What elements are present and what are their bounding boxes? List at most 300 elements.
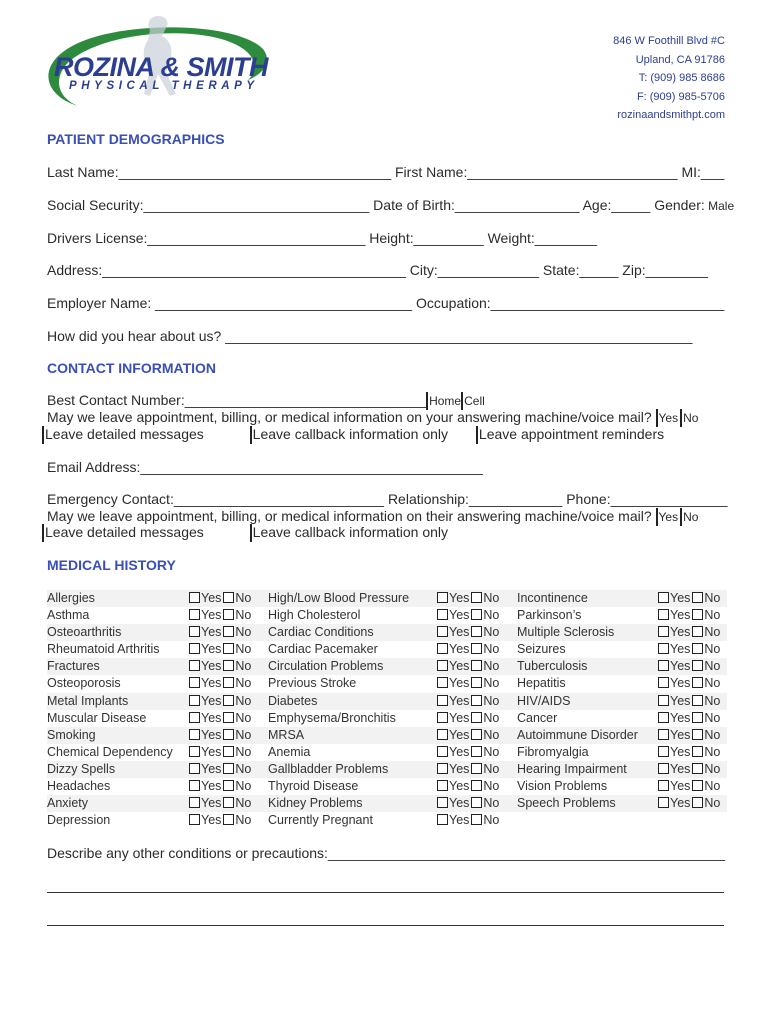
no-label: No: [483, 727, 500, 742]
yes-checkbox[interactable]: [189, 780, 200, 791]
no-checkbox[interactable]: [471, 712, 482, 723]
yes-label: Yes: [449, 727, 470, 742]
condition-label: Osteoporosis: [47, 676, 121, 691]
condition-label: Cardiac Conditions: [268, 625, 374, 640]
voicemail-question: May we leave appointment, billing, or medical information on your answering machine/voice mail?: [47, 409, 656, 425]
yes-checkbox[interactable]: [437, 626, 448, 637]
yes-label: Yes: [201, 591, 222, 605]
medical-history-table: [47, 590, 727, 829]
condition-label: Emphysema/Bronchitis: [268, 710, 396, 725]
yes-no-options: [437, 727, 499, 744]
yes-label: Yes: [201, 608, 222, 623]
yes-checkbox[interactable]: [437, 746, 448, 757]
callback2-checkbox[interactable]: [250, 524, 252, 542]
no-checkbox[interactable]: [471, 643, 482, 654]
condition-label: Gallbladder Problems: [268, 761, 389, 776]
logo-name: ROZINA & SMITH: [54, 52, 268, 82]
no-checkbox[interactable]: [692, 695, 703, 706]
reminders-label: Leave appointment reminders: [478, 426, 665, 442]
yes-checkbox[interactable]: [437, 780, 448, 791]
no-label: No: [235, 779, 252, 794]
no-checkbox[interactable]: [471, 797, 482, 808]
no-checkbox[interactable]: [471, 660, 482, 671]
no-label: No: [704, 625, 721, 640]
yes-checkbox[interactable]: [437, 677, 448, 688]
yes-label: Yes: [670, 710, 691, 725]
yes-no-options: [437, 624, 499, 641]
yes-label: Yes: [658, 411, 679, 425]
table-row: [47, 590, 727, 607]
yes-checkbox[interactable]: [189, 592, 200, 603]
yes-checkbox[interactable]: [189, 626, 200, 637]
message-options-row: [42, 426, 664, 443]
table-row: [47, 778, 727, 795]
yes-checkbox[interactable]: [437, 797, 448, 808]
yes-checkbox[interactable]: [189, 712, 200, 723]
yes-no-options: [658, 727, 720, 744]
no-label: No: [235, 813, 252, 828]
yes-label: Yes: [670, 744, 691, 759]
yes-no-options: [437, 761, 499, 778]
yes-no-options: [658, 675, 720, 692]
their-voicemail-question: May we leave appointment, billing, or medical information on their answering machine/voice mail?: [47, 508, 656, 524]
no-label: No: [235, 761, 252, 776]
yes-no-options: [189, 727, 251, 744]
condition-label: Thyroid Disease: [268, 779, 359, 794]
reminders-checkbox[interactable]: [476, 426, 478, 444]
yes-no-options: [189, 812, 251, 829]
yes-label: Yes: [201, 659, 222, 674]
detailed-messages2-checkbox[interactable]: [42, 524, 44, 542]
yes-checkbox[interactable]: [658, 695, 669, 706]
no-label: No: [235, 727, 252, 742]
no-checkbox[interactable]: [471, 763, 482, 774]
no-checkbox[interactable]: [223, 626, 234, 637]
yes-label: Yes: [201, 796, 222, 811]
fax-number: F: (909) 985-5706: [636, 90, 725, 103]
yes-label: Yes: [201, 727, 222, 742]
emergency-row[interactable]: Emergency Contact:___________________________ Relationship:____________ Phone:_______________: [47, 491, 728, 507]
yes-no-options: [658, 710, 720, 727]
condition-label: Seizures: [517, 642, 566, 657]
yes-label: Yes: [670, 727, 691, 742]
no-checkbox[interactable]: [471, 780, 482, 791]
yes-checkbox[interactable]: [437, 814, 448, 825]
yes-no-options: [437, 812, 499, 829]
condition-label: Circulation Problems: [268, 659, 384, 674]
email-row[interactable]: Email Address:____________________________________________: [47, 459, 483, 475]
table-row: [47, 812, 727, 829]
blank-line-1[interactable]: [47, 892, 724, 893]
blank-line-2[interactable]: [47, 925, 724, 926]
yes-checkbox[interactable]: [437, 609, 448, 620]
table-row: [47, 675, 727, 692]
their-yes-label: Yes: [658, 510, 679, 524]
yes-checkbox[interactable]: [437, 592, 448, 603]
yes-label: Yes: [449, 779, 470, 794]
yes-checkbox[interactable]: [437, 763, 448, 774]
address-line2: Upland, CA 91786: [635, 53, 725, 66]
condition-label: Headaches: [47, 779, 111, 794]
condition-label: Depression: [47, 813, 111, 828]
no-checkbox[interactable]: [471, 814, 482, 825]
yes-label: Yes: [449, 642, 470, 657]
yes-label: Yes: [670, 796, 691, 811]
no-checkbox[interactable]: [692, 797, 703, 808]
address-row[interactable]: Address:_______________________________________ City:_____________ State:_____ Zip:________: [47, 262, 708, 278]
voicemail-yes-checkbox[interactable]: [656, 409, 658, 427]
condition-label: Fractures: [47, 659, 100, 674]
yes-label: Yes: [201, 779, 222, 794]
yes-label: Yes: [201, 813, 222, 828]
yes-checkbox[interactable]: [189, 746, 200, 757]
yes-no-options: [437, 658, 499, 675]
table-row: [47, 727, 727, 744]
section-title-demographics: PATIENT DEMOGRAPHICS: [47, 131, 225, 147]
condition-label: Multiple Sclerosis: [517, 625, 615, 640]
table-row: [47, 607, 727, 624]
no-checkbox[interactable]: [223, 695, 234, 706]
condition-label: High/Low Blood Pressure: [268, 591, 410, 605]
no-checkbox[interactable]: [223, 592, 234, 603]
no-checkbox[interactable]: [471, 746, 482, 757]
voicemail-no-checkbox[interactable]: [680, 409, 682, 427]
condition-label: Diabetes: [268, 693, 318, 708]
yes-checkbox[interactable]: [658, 626, 669, 637]
yes-label: Yes: [449, 693, 470, 708]
yes-checkbox[interactable]: [658, 677, 669, 688]
yes-no-options: [189, 744, 251, 761]
no-label: No: [235, 693, 252, 708]
yes-no-options: [189, 607, 251, 624]
yes-label: Yes: [670, 659, 691, 674]
yes-no-options: [658, 658, 720, 675]
yes-no-options: [189, 710, 251, 727]
no-checkbox[interactable]: [223, 643, 234, 654]
emergency-options-row: [42, 524, 448, 541]
yes-label: Yes: [670, 676, 691, 691]
yes-label: Yes: [449, 796, 470, 811]
no-checkbox[interactable]: [692, 643, 703, 654]
table-row: [47, 658, 727, 675]
yes-no-options: [189, 658, 251, 675]
yes-no-options: [658, 607, 720, 624]
yes-no-options: [658, 590, 720, 607]
no-label: No: [704, 642, 721, 657]
yes-checkbox[interactable]: [437, 643, 448, 654]
yes-checkbox[interactable]: [189, 814, 200, 825]
logo-subtitle: PHYSICAL THERAPY: [69, 80, 259, 92]
cell-checkbox[interactable]: [461, 392, 463, 410]
home-checkbox[interactable]: [426, 392, 428, 410]
no-checkbox[interactable]: [223, 609, 234, 620]
no-checkbox[interactable]: [692, 677, 703, 688]
no-checkbox[interactable]: [223, 660, 234, 671]
yes-checkbox[interactable]: [437, 695, 448, 706]
no-label: No: [483, 591, 500, 605]
yes-checkbox[interactable]: [189, 677, 200, 688]
yes-no-options: [189, 761, 251, 778]
no-label: No: [483, 676, 500, 691]
no-checkbox[interactable]: [692, 712, 703, 723]
condition-label: Currently Pregnant: [268, 813, 373, 828]
no-checkbox[interactable]: [471, 592, 482, 603]
condition-label: Hepatitis: [517, 676, 566, 691]
yes-no-options: [658, 693, 720, 710]
yes-no-options: [658, 778, 720, 795]
yes-checkbox[interactable]: [658, 660, 669, 671]
yes-checkbox[interactable]: [658, 729, 669, 740]
yes-checkbox[interactable]: [189, 609, 200, 620]
no-checkbox[interactable]: [692, 626, 703, 637]
detailed-messages2-label: Leave detailed messages: [45, 524, 204, 540]
no-checkbox[interactable]: [692, 780, 703, 791]
condition-label: Kidney Problems: [268, 796, 363, 811]
yes-no-options: [437, 590, 499, 607]
ssn-dob-text[interactable]: Social Security:_____________________________ Date of Birth:________________ Age:_____ Gender:: [47, 197, 705, 213]
condition-label: High Cholesterol: [268, 608, 361, 623]
yes-no-options: [189, 624, 251, 641]
gender-value[interactable]: Male: [704, 199, 735, 213]
name-row[interactable]: Last Name:___________________________________ First Name:___________________________ MI:___: [47, 164, 725, 180]
yes-no-options: [437, 795, 499, 812]
yes-no-options: [437, 641, 499, 658]
detailed-messages-checkbox[interactable]: [42, 426, 44, 444]
yes-checkbox[interactable]: [189, 643, 200, 654]
no-label: No: [704, 710, 721, 725]
condition-label: MRSA: [268, 727, 305, 742]
yes-checkbox[interactable]: [189, 797, 200, 808]
address-line1: 846 W Foothill Blvd #C: [613, 35, 725, 47]
no-checkbox[interactable]: [223, 780, 234, 791]
yes-no-options: [658, 795, 720, 812]
license-row[interactable]: Drivers License:____________________________ Height:_________ Weight:________: [47, 230, 598, 246]
no-checkbox[interactable]: [223, 712, 234, 723]
no-label: No: [704, 693, 721, 708]
their-yes-checkbox[interactable]: [656, 508, 658, 526]
condition-label: Allergies: [47, 591, 95, 605]
no-label: No: [704, 744, 721, 759]
no-label: No: [704, 676, 721, 691]
yes-label: Yes: [449, 744, 470, 759]
section-title-medical: MEDICAL HISTORY: [47, 557, 176, 573]
no-label: No: [483, 761, 500, 776]
condition-label: Previous Stroke: [268, 676, 357, 691]
referral-row[interactable]: How did you hear about us? ____________________________________________________________: [47, 328, 693, 344]
yes-no-options: [189, 795, 251, 812]
section-title-contact: CONTACT INFORMATION: [47, 360, 217, 376]
condition-label: Hearing Impairment: [517, 761, 627, 776]
website-link[interactable]: rozinaandsmithpt.com: [617, 109, 725, 121]
table-row: [47, 710, 727, 727]
yes-label: Yes: [670, 591, 691, 605]
best-contact-row: [47, 392, 485, 409]
yes-label: Yes: [201, 676, 222, 691]
no-label: No: [704, 591, 721, 605]
no-checkbox[interactable]: [471, 609, 482, 620]
no-label: No: [483, 710, 500, 725]
no-label: No: [235, 710, 252, 725]
detailed-messages-label: Leave detailed messages: [45, 426, 204, 442]
yes-label: Yes: [670, 642, 691, 657]
yes-label: Yes: [201, 625, 222, 640]
their-no-label: No: [683, 510, 699, 524]
yes-checkbox[interactable]: [189, 695, 200, 706]
condition-label: Rheumatoid Arthritis: [47, 642, 160, 657]
yes-no-options: [658, 744, 720, 761]
yes-no-options: [437, 675, 499, 692]
best-contact-field[interactable]: Best Contact Number:_______________________________: [47, 392, 427, 408]
yes-label: Yes: [201, 710, 222, 725]
condition-label: Smoking: [47, 727, 96, 742]
table-row: [47, 641, 727, 658]
yes-checkbox[interactable]: [189, 660, 200, 671]
no-checkbox[interactable]: [692, 592, 703, 603]
yes-checkbox[interactable]: [658, 746, 669, 757]
yes-checkbox[interactable]: [658, 780, 669, 791]
condition-label: Anxiety: [47, 796, 88, 811]
no-label: No: [704, 727, 721, 742]
yes-no-options: [189, 641, 251, 658]
no-checkbox[interactable]: [692, 609, 703, 620]
no-label: No: [483, 642, 500, 657]
yes-label: Yes: [201, 761, 222, 776]
yes-checkbox[interactable]: [658, 797, 669, 808]
yes-checkbox[interactable]: [658, 643, 669, 654]
yes-label: Yes: [201, 642, 222, 657]
yes-label: Yes: [449, 813, 470, 828]
yes-no-options: [437, 778, 499, 795]
yes-label: Yes: [201, 744, 222, 759]
no-checkbox[interactable]: [692, 729, 703, 740]
yes-no-options: [189, 675, 251, 692]
condition-label: Asthma: [47, 608, 90, 623]
yes-label: Yes: [670, 761, 691, 776]
no-label: No: [704, 796, 721, 811]
yes-label: Yes: [449, 710, 470, 725]
no-label: No: [235, 676, 252, 691]
callback-checkbox[interactable]: [250, 426, 252, 444]
yes-no-options: [189, 693, 251, 710]
yes-checkbox[interactable]: [658, 763, 669, 774]
yes-no-options: [437, 710, 499, 727]
yes-label: Yes: [670, 693, 691, 708]
no-label: No: [483, 659, 500, 674]
yes-no-options: [437, 693, 499, 710]
no-checkbox[interactable]: [471, 677, 482, 688]
condition-label: Cancer: [517, 710, 558, 725]
yes-no-options: [189, 590, 251, 607]
yes-checkbox[interactable]: [437, 712, 448, 723]
no-label: No: [483, 693, 500, 708]
table-row: [47, 795, 727, 812]
no-label: No: [704, 761, 721, 776]
condition-label: Fibromyalgia: [517, 744, 589, 759]
no-label: No: [704, 608, 721, 623]
no-label: No: [483, 796, 500, 811]
no-checkbox[interactable]: [471, 695, 482, 706]
no-checkbox[interactable]: [692, 746, 703, 757]
no-label: No: [235, 625, 252, 640]
yes-label: Yes: [670, 779, 691, 794]
yes-checkbox[interactable]: [189, 729, 200, 740]
clinic-address: [613, 32, 725, 125]
no-checkbox[interactable]: [223, 763, 234, 774]
home-label: Home: [429, 394, 462, 408]
yes-label: Yes: [449, 659, 470, 674]
condition-label: Osteoarthritis: [47, 625, 122, 640]
yes-no-options: [658, 761, 720, 778]
no-label: No: [235, 796, 252, 811]
yes-label: Yes: [449, 608, 470, 623]
no-checkbox[interactable]: [223, 814, 234, 825]
yes-checkbox[interactable]: [437, 729, 448, 740]
no-checkbox[interactable]: [223, 746, 234, 757]
clinic-logo: [38, 14, 278, 119]
yes-label: Yes: [449, 676, 470, 691]
yes-checkbox[interactable]: [658, 712, 669, 723]
no-checkbox[interactable]: [223, 677, 234, 688]
callback-label: Leave callback information only: [252, 426, 449, 442]
cell-label: Cell: [464, 394, 485, 408]
condition-label: Vision Problems: [517, 779, 608, 794]
condition-label: Incontinence: [517, 591, 588, 605]
no-checkbox[interactable]: [223, 729, 234, 740]
yes-label: Yes: [670, 625, 691, 640]
condition-label: Tuberculosis: [517, 659, 588, 674]
yes-no-options: [658, 641, 720, 658]
table-row: [47, 744, 727, 761]
yes-no-options: [189, 778, 251, 795]
no-label: No: [483, 779, 500, 794]
condition-label: Dizzy Spells: [47, 761, 116, 776]
no-label: No: [483, 813, 500, 828]
condition-label: Parkinson’s: [517, 608, 582, 623]
condition-label: Muscular Disease: [47, 710, 147, 725]
no-checkbox[interactable]: [692, 660, 703, 671]
condition-label: Speech Problems: [517, 796, 616, 811]
describe-row[interactable]: Describe any other conditions or precautions:___________________________________________________: [47, 845, 726, 861]
yes-label: Yes: [449, 625, 470, 640]
table-row: [47, 624, 727, 641]
no-label: No: [235, 744, 252, 759]
no-checkbox[interactable]: [471, 626, 482, 637]
their-no-checkbox[interactable]: [680, 508, 682, 526]
condition-label: Metal Implants: [47, 693, 129, 708]
yes-checkbox[interactable]: [658, 609, 669, 620]
their-voicemail-row: [47, 508, 698, 525]
yes-label: Yes: [670, 608, 691, 623]
no-checkbox[interactable]: [692, 763, 703, 774]
table-row: [47, 693, 727, 710]
yes-label: Yes: [201, 693, 222, 708]
no-label: No: [483, 625, 500, 640]
phone-number: T: (909) 985 8686: [638, 72, 725, 84]
yes-checkbox[interactable]: [658, 592, 669, 603]
yes-checkbox[interactable]: [437, 660, 448, 671]
no-label: No: [704, 779, 721, 794]
yes-checkbox[interactable]: [189, 763, 200, 774]
no-checkbox[interactable]: [223, 797, 234, 808]
employer-row[interactable]: Employer Name: _________________________________ Occupation:______________________________: [47, 295, 725, 311]
no-label: No: [235, 659, 252, 674]
callback2-label: Leave callback information only: [252, 524, 449, 540]
condition-label: HIV/AIDS: [517, 693, 571, 708]
no-checkbox[interactable]: [471, 729, 482, 740]
ssn-dob-row[interactable]: [47, 197, 734, 213]
no-label: No: [483, 608, 500, 623]
table-row: [47, 761, 727, 778]
